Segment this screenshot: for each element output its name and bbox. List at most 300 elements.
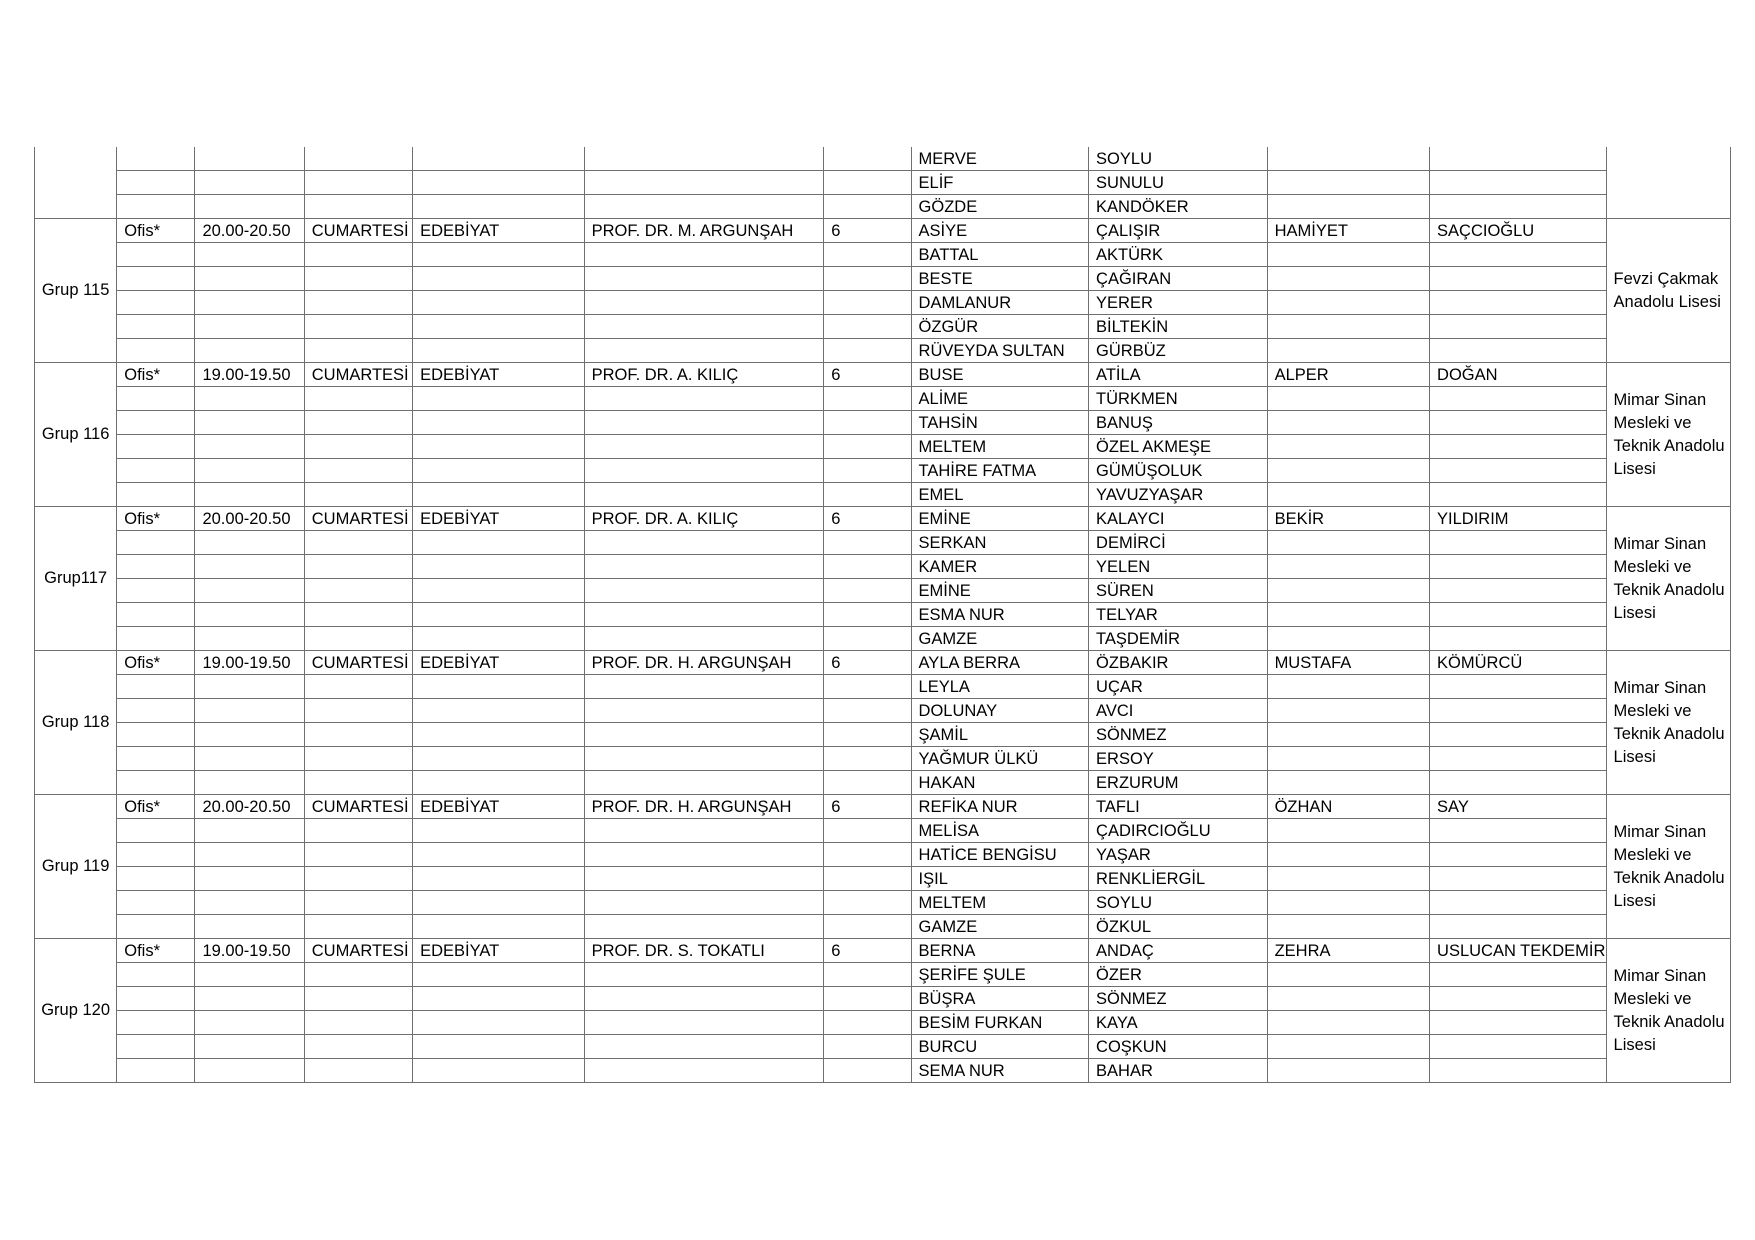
contact-last-name	[1430, 867, 1607, 891]
place-cell	[117, 819, 195, 843]
instructor-cell: PROF. DR. A. KILIÇ	[584, 363, 824, 387]
place-cell	[117, 891, 195, 915]
subject-cell	[413, 555, 585, 579]
student-first-name: HATİCE BENGİSU	[911, 843, 1089, 867]
table-row	[35, 915, 1731, 939]
subject-cell: EDEBİYAT	[413, 363, 585, 387]
student-first-name: MELTEM	[911, 891, 1089, 915]
contact-first-name	[1267, 1059, 1429, 1083]
student-last-name: TELYAR	[1089, 603, 1268, 627]
place-cell	[117, 699, 195, 723]
day-cell	[304, 675, 412, 699]
place-cell	[117, 747, 195, 771]
student-last-name: TAŞDEMİR	[1089, 627, 1268, 651]
count-cell	[824, 459, 911, 483]
contact-first-name	[1267, 435, 1429, 459]
contact-first-name	[1267, 483, 1429, 507]
place-cell	[117, 963, 195, 987]
student-first-name: GAMZE	[911, 915, 1089, 939]
table-row	[35, 531, 1731, 555]
time-cell	[195, 603, 304, 627]
count-cell	[824, 243, 911, 267]
contact-last-name	[1430, 1059, 1607, 1083]
time-cell	[195, 867, 304, 891]
time-cell	[195, 483, 304, 507]
place-cell: Ofis*	[117, 219, 195, 243]
place-cell	[117, 339, 195, 363]
contact-last-name	[1430, 915, 1607, 939]
contact-first-name	[1267, 531, 1429, 555]
subject-cell	[413, 483, 585, 507]
time-cell	[195, 1011, 304, 1035]
instructor-cell	[584, 987, 824, 1011]
place-cell	[117, 147, 195, 171]
instructor-cell	[584, 147, 824, 171]
day-cell	[304, 243, 412, 267]
place-cell	[117, 675, 195, 699]
table-row	[35, 171, 1731, 195]
count-cell: 6	[824, 795, 911, 819]
student-first-name: ŞAMİL	[911, 723, 1089, 747]
instructor-cell	[584, 387, 824, 411]
subject-cell	[413, 723, 585, 747]
student-first-name: IŞIL	[911, 867, 1089, 891]
subject-cell	[413, 699, 585, 723]
contact-last-name: SAY	[1430, 795, 1607, 819]
group-label: Grup 118	[35, 651, 117, 795]
contact-last-name	[1430, 819, 1607, 843]
student-last-name: YAŞAR	[1089, 843, 1268, 867]
time-cell	[195, 531, 304, 555]
student-first-name: ELİF	[911, 171, 1089, 195]
student-last-name: SUNULU	[1089, 171, 1268, 195]
day-cell	[304, 195, 412, 219]
student-last-name: BAHAR	[1089, 1059, 1268, 1083]
student-last-name: COŞKUN	[1089, 1035, 1268, 1059]
place-cell	[117, 915, 195, 939]
contact-last-name	[1430, 411, 1607, 435]
student-last-name: TÜRKMEN	[1089, 387, 1268, 411]
count-cell	[824, 195, 911, 219]
student-last-name: GÜMÜŞOLUK	[1089, 459, 1268, 483]
student-first-name: BESTE	[911, 267, 1089, 291]
instructor-cell	[584, 843, 824, 867]
student-last-name: YAVUZYAŞAR	[1089, 483, 1268, 507]
contact-first-name	[1267, 1035, 1429, 1059]
table-row	[35, 795, 1731, 819]
subject-cell: EDEBİYAT	[413, 795, 585, 819]
place-cell	[117, 483, 195, 507]
count-cell	[824, 627, 911, 651]
time-cell	[195, 699, 304, 723]
count-cell	[824, 1035, 911, 1059]
contact-last-name	[1430, 987, 1607, 1011]
group-label: Grup117	[35, 507, 117, 651]
table-row	[35, 483, 1731, 507]
student-last-name: KALAYCI	[1089, 507, 1268, 531]
contact-last-name	[1430, 963, 1607, 987]
count-cell	[824, 531, 911, 555]
instructor-cell	[584, 1035, 824, 1059]
day-cell	[304, 771, 412, 795]
student-last-name: RENKLİERGİL	[1089, 867, 1268, 891]
contact-last-name	[1430, 387, 1607, 411]
time-cell	[195, 843, 304, 867]
student-first-name: GÖZDE	[911, 195, 1089, 219]
day-cell	[304, 459, 412, 483]
place-cell	[117, 843, 195, 867]
day-cell	[304, 915, 412, 939]
contact-last-name: DOĞAN	[1430, 363, 1607, 387]
contact-first-name	[1267, 963, 1429, 987]
contact-first-name	[1267, 915, 1429, 939]
count-cell: 6	[824, 939, 911, 963]
student-first-name: SERKAN	[911, 531, 1089, 555]
student-first-name: SEMA NUR	[911, 1059, 1089, 1083]
day-cell: CUMARTESİ	[304, 219, 412, 243]
day-cell: CUMARTESİ	[304, 795, 412, 819]
time-cell	[195, 987, 304, 1011]
contact-last-name	[1430, 627, 1607, 651]
day-cell	[304, 531, 412, 555]
time-cell	[195, 267, 304, 291]
place-cell	[117, 531, 195, 555]
contact-last-name	[1430, 171, 1607, 195]
subject-cell	[413, 411, 585, 435]
time-cell	[195, 675, 304, 699]
place-cell	[117, 171, 195, 195]
table-row	[35, 747, 1731, 771]
instructor-cell	[584, 1059, 824, 1083]
count-cell	[824, 747, 911, 771]
contact-first-name	[1267, 627, 1429, 651]
student-first-name: TAHİRE FATMA	[911, 459, 1089, 483]
day-cell	[304, 435, 412, 459]
day-cell	[304, 579, 412, 603]
time-cell: 20.00-20.50	[195, 795, 304, 819]
student-last-name: AVCI	[1089, 699, 1268, 723]
contact-last-name: USLUCAN TEKDEMİR	[1430, 939, 1607, 963]
student-last-name: ÖZEL AKMEŞE	[1089, 435, 1268, 459]
school-cell	[1606, 147, 1730, 219]
time-cell	[195, 771, 304, 795]
table-row	[35, 195, 1731, 219]
group-label: Grup 119	[35, 795, 117, 939]
time-cell	[195, 411, 304, 435]
instructor-cell: PROF. DR. M. ARGUNŞAH	[584, 219, 824, 243]
table-row	[35, 651, 1731, 675]
table-row	[35, 363, 1731, 387]
student-first-name: REFİKA NUR	[911, 795, 1089, 819]
student-first-name: DAMLANUR	[911, 291, 1089, 315]
table-row	[35, 675, 1731, 699]
student-last-name: AKTÜRK	[1089, 243, 1268, 267]
contact-first-name	[1267, 747, 1429, 771]
time-cell	[195, 819, 304, 843]
instructor-cell: PROF. DR. H. ARGUNŞAH	[584, 651, 824, 675]
contact-first-name	[1267, 171, 1429, 195]
student-first-name: KAMER	[911, 555, 1089, 579]
count-cell: 6	[824, 219, 911, 243]
subject-cell	[413, 867, 585, 891]
table-row	[35, 699, 1731, 723]
table-row	[35, 867, 1731, 891]
table-row	[35, 339, 1731, 363]
instructor-cell	[584, 435, 824, 459]
place-cell	[117, 291, 195, 315]
place-cell	[117, 627, 195, 651]
contact-first-name	[1267, 315, 1429, 339]
count-cell	[824, 315, 911, 339]
time-cell: 20.00-20.50	[195, 507, 304, 531]
day-cell	[304, 411, 412, 435]
table-row	[35, 243, 1731, 267]
contact-last-name	[1430, 771, 1607, 795]
place-cell	[117, 555, 195, 579]
group-cell	[35, 147, 117, 219]
day-cell	[304, 627, 412, 651]
count-cell	[824, 987, 911, 1011]
contact-last-name	[1430, 435, 1607, 459]
student-first-name: BURCU	[911, 1035, 1089, 1059]
student-first-name: ASİYE	[911, 219, 1089, 243]
student-first-name: ESMA NUR	[911, 603, 1089, 627]
contact-first-name	[1267, 723, 1429, 747]
day-cell	[304, 555, 412, 579]
count-cell	[824, 915, 911, 939]
time-cell	[195, 1059, 304, 1083]
count-cell	[824, 339, 911, 363]
instructor-cell	[584, 483, 824, 507]
place-cell	[117, 315, 195, 339]
count-cell	[824, 291, 911, 315]
student-last-name: BİLTEKİN	[1089, 315, 1268, 339]
instructor-cell	[584, 195, 824, 219]
contact-first-name	[1267, 1011, 1429, 1035]
instructor-cell: PROF. DR. S. TOKATLI	[584, 939, 824, 963]
contact-first-name: HAMİYET	[1267, 219, 1429, 243]
contact-last-name	[1430, 339, 1607, 363]
subject-cell	[413, 147, 585, 171]
place-cell	[117, 771, 195, 795]
student-last-name: DEMİRCİ	[1089, 531, 1268, 555]
place-cell	[117, 603, 195, 627]
contact-first-name	[1267, 387, 1429, 411]
place-cell: Ofis*	[117, 507, 195, 531]
time-cell: 19.00-19.50	[195, 651, 304, 675]
time-cell	[195, 291, 304, 315]
count-cell	[824, 483, 911, 507]
instructor-cell	[584, 675, 824, 699]
place-cell: Ofis*	[117, 363, 195, 387]
subject-cell	[413, 1011, 585, 1035]
student-first-name: ÖZGÜR	[911, 315, 1089, 339]
table-row	[35, 555, 1731, 579]
day-cell	[304, 387, 412, 411]
count-cell	[824, 843, 911, 867]
place-cell	[117, 411, 195, 435]
subject-cell	[413, 819, 585, 843]
student-last-name: GÜRBÜZ	[1089, 339, 1268, 363]
place-cell	[117, 267, 195, 291]
subject-cell	[413, 627, 585, 651]
contact-first-name	[1267, 195, 1429, 219]
day-cell	[304, 843, 412, 867]
student-last-name: SÖNMEZ	[1089, 987, 1268, 1011]
student-last-name: KAYA	[1089, 1011, 1268, 1035]
student-first-name: MELİSA	[911, 819, 1089, 843]
contact-first-name: ALPER	[1267, 363, 1429, 387]
table-row	[35, 1011, 1731, 1035]
day-cell	[304, 963, 412, 987]
student-first-name: AYLA BERRA	[911, 651, 1089, 675]
instructor-cell	[584, 627, 824, 651]
student-last-name: UÇAR	[1089, 675, 1268, 699]
subject-cell	[413, 579, 585, 603]
subject-cell	[413, 339, 585, 363]
instructor-cell	[584, 963, 824, 987]
day-cell	[304, 603, 412, 627]
subject-cell	[413, 603, 585, 627]
time-cell	[195, 747, 304, 771]
contact-last-name	[1430, 723, 1607, 747]
student-first-name: MERVE	[911, 147, 1089, 171]
school-label: Mimar Sinan Mesleki ve Teknik Anadolu Lisesi	[1606, 651, 1730, 795]
contact-last-name	[1430, 459, 1607, 483]
student-last-name: ANDAÇ	[1089, 939, 1268, 963]
instructor-cell	[584, 531, 824, 555]
time-cell	[195, 339, 304, 363]
contact-last-name	[1430, 891, 1607, 915]
instructor-cell	[584, 315, 824, 339]
place-cell: Ofis*	[117, 651, 195, 675]
subject-cell	[413, 963, 585, 987]
subject-cell	[413, 195, 585, 219]
time-cell	[195, 315, 304, 339]
time-cell	[195, 891, 304, 915]
count-cell	[824, 1011, 911, 1035]
count-cell	[824, 699, 911, 723]
table-row	[35, 579, 1731, 603]
contact-first-name	[1267, 603, 1429, 627]
student-first-name: DOLUNAY	[911, 699, 1089, 723]
time-cell	[195, 459, 304, 483]
place-cell	[117, 723, 195, 747]
time-cell	[195, 147, 304, 171]
time-cell	[195, 723, 304, 747]
place-cell	[117, 435, 195, 459]
contact-first-name	[1267, 867, 1429, 891]
time-cell	[195, 963, 304, 987]
instructor-cell	[584, 915, 824, 939]
place-cell	[117, 1011, 195, 1035]
contact-first-name	[1267, 675, 1429, 699]
contact-last-name	[1430, 315, 1607, 339]
day-cell	[304, 987, 412, 1011]
place-cell	[117, 243, 195, 267]
time-cell: 19.00-19.50	[195, 363, 304, 387]
instructor-cell	[584, 891, 824, 915]
day-cell	[304, 747, 412, 771]
contact-last-name: SAÇCIOĞLU	[1430, 219, 1607, 243]
day-cell	[304, 723, 412, 747]
count-cell	[824, 723, 911, 747]
day-cell	[304, 291, 412, 315]
time-cell	[195, 555, 304, 579]
day-cell	[304, 699, 412, 723]
count-cell	[824, 675, 911, 699]
day-cell	[304, 1011, 412, 1035]
student-first-name: EMEL	[911, 483, 1089, 507]
instructor-cell	[584, 723, 824, 747]
contact-last-name	[1430, 1035, 1607, 1059]
contact-last-name	[1430, 147, 1607, 171]
instructor-cell	[584, 867, 824, 891]
student-first-name: YAĞMUR ÜLKÜ	[911, 747, 1089, 771]
subject-cell	[413, 243, 585, 267]
student-last-name: BANUŞ	[1089, 411, 1268, 435]
day-cell: CUMARTESİ	[304, 939, 412, 963]
count-cell	[824, 579, 911, 603]
contact-last-name	[1430, 483, 1607, 507]
contact-first-name: ÖZHAN	[1267, 795, 1429, 819]
place-cell	[117, 579, 195, 603]
table-row	[35, 939, 1731, 963]
contact-last-name	[1430, 291, 1607, 315]
count-cell	[824, 891, 911, 915]
subject-cell	[413, 1059, 585, 1083]
student-last-name: ÇAĞIRAN	[1089, 267, 1268, 291]
contact-first-name	[1267, 579, 1429, 603]
place-cell	[117, 459, 195, 483]
subject-cell	[413, 987, 585, 1011]
table-row	[35, 963, 1731, 987]
contact-first-name	[1267, 987, 1429, 1011]
contact-first-name	[1267, 771, 1429, 795]
contact-first-name: MUSTAFA	[1267, 651, 1429, 675]
day-cell	[304, 483, 412, 507]
table-row	[35, 459, 1731, 483]
time-cell	[195, 195, 304, 219]
day-cell	[304, 1059, 412, 1083]
instructor-cell	[584, 819, 824, 843]
contact-first-name	[1267, 411, 1429, 435]
day-cell	[304, 147, 412, 171]
subject-cell	[413, 675, 585, 699]
table-row	[35, 843, 1731, 867]
time-cell	[195, 915, 304, 939]
count-cell	[824, 555, 911, 579]
contact-first-name	[1267, 339, 1429, 363]
student-last-name: ÇADIRCIOĞLU	[1089, 819, 1268, 843]
day-cell	[304, 867, 412, 891]
table-row	[35, 1035, 1731, 1059]
contact-first-name	[1267, 819, 1429, 843]
time-cell	[195, 627, 304, 651]
student-last-name: ÖZER	[1089, 963, 1268, 987]
day-cell: CUMARTESİ	[304, 363, 412, 387]
contact-last-name	[1430, 555, 1607, 579]
subject-cell: EDEBİYAT	[413, 507, 585, 531]
instructor-cell	[584, 747, 824, 771]
table-row	[35, 819, 1731, 843]
student-first-name: ŞERİFE ŞULE	[911, 963, 1089, 987]
table-row	[35, 603, 1731, 627]
student-last-name: YELEN	[1089, 555, 1268, 579]
student-first-name: BESİM FURKAN	[911, 1011, 1089, 1035]
instructor-cell: PROF. DR. H. ARGUNŞAH	[584, 795, 824, 819]
day-cell	[304, 171, 412, 195]
